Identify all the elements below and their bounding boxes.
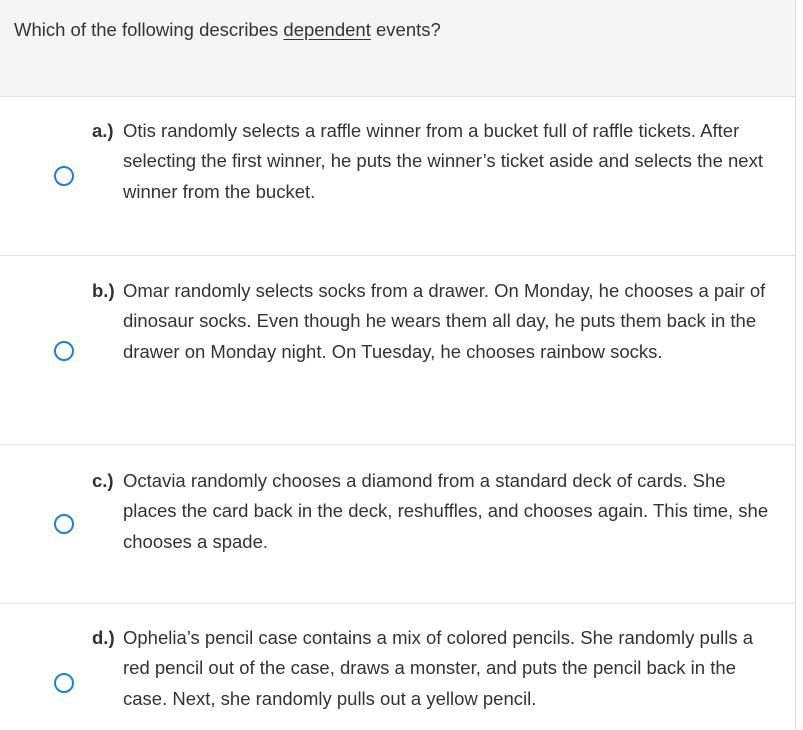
answer-option-text: Omar randomly selects socks from a drawer. On Monday, he chooses a pair of dinosaur socks. Even though he wears them all day, he puts them back in the drawer on Monday night. On Tuesday, he chooses rainbow socks. [123,280,766,362]
radio-unselected-icon[interactable] [54,673,74,693]
answer-option-letter: d.) [92,627,115,648]
radio-unselected-icon[interactable] [54,166,74,186]
radio-unselected-icon[interactable] [54,514,74,534]
answer-option-c[interactable] [0,445,795,604]
answer-options [0,97,795,730]
question-suffix: events? [370,19,441,40]
answer-option-a[interactable] [0,97,795,256]
answer-option-b[interactable] [0,256,795,445]
answer-option-letter: a.) [92,120,114,141]
answer-option-letter: b.) [92,280,115,301]
answer-option-body [92,623,777,714]
question-prefix: Which of the following describes [14,19,284,40]
answer-option-body [92,116,777,207]
answer-option-body [92,466,777,557]
answer-option-d[interactable] [0,604,795,730]
answer-option-letter: c.) [92,470,114,491]
answer-option-text: Otis randomly selects a raffle winner from a bucket full of raffle tickets. After selecting the first winner, he puts the winner’s ticket aside and selects the next winner from the bucket. [123,120,763,202]
question-prompt [0,0,795,97]
question-emphasis: dependent [283,19,371,40]
radio-unselected-icon[interactable] [54,341,74,361]
answer-option-text: Ophelia’s pencil case contains a mix of colored pencils. She randomly pulls a red pencil out of the case, draws a monster, and puts the pencil back in the case. Next, she randomly pulls out a yellow pencil. [123,627,754,709]
answer-option-body [92,276,777,367]
answer-option-text: Octavia randomly chooses a diamond from a standard deck of cards. She places the card back in the deck, reshuffles, and chooses again. This time, she chooses a spade. [123,470,769,552]
